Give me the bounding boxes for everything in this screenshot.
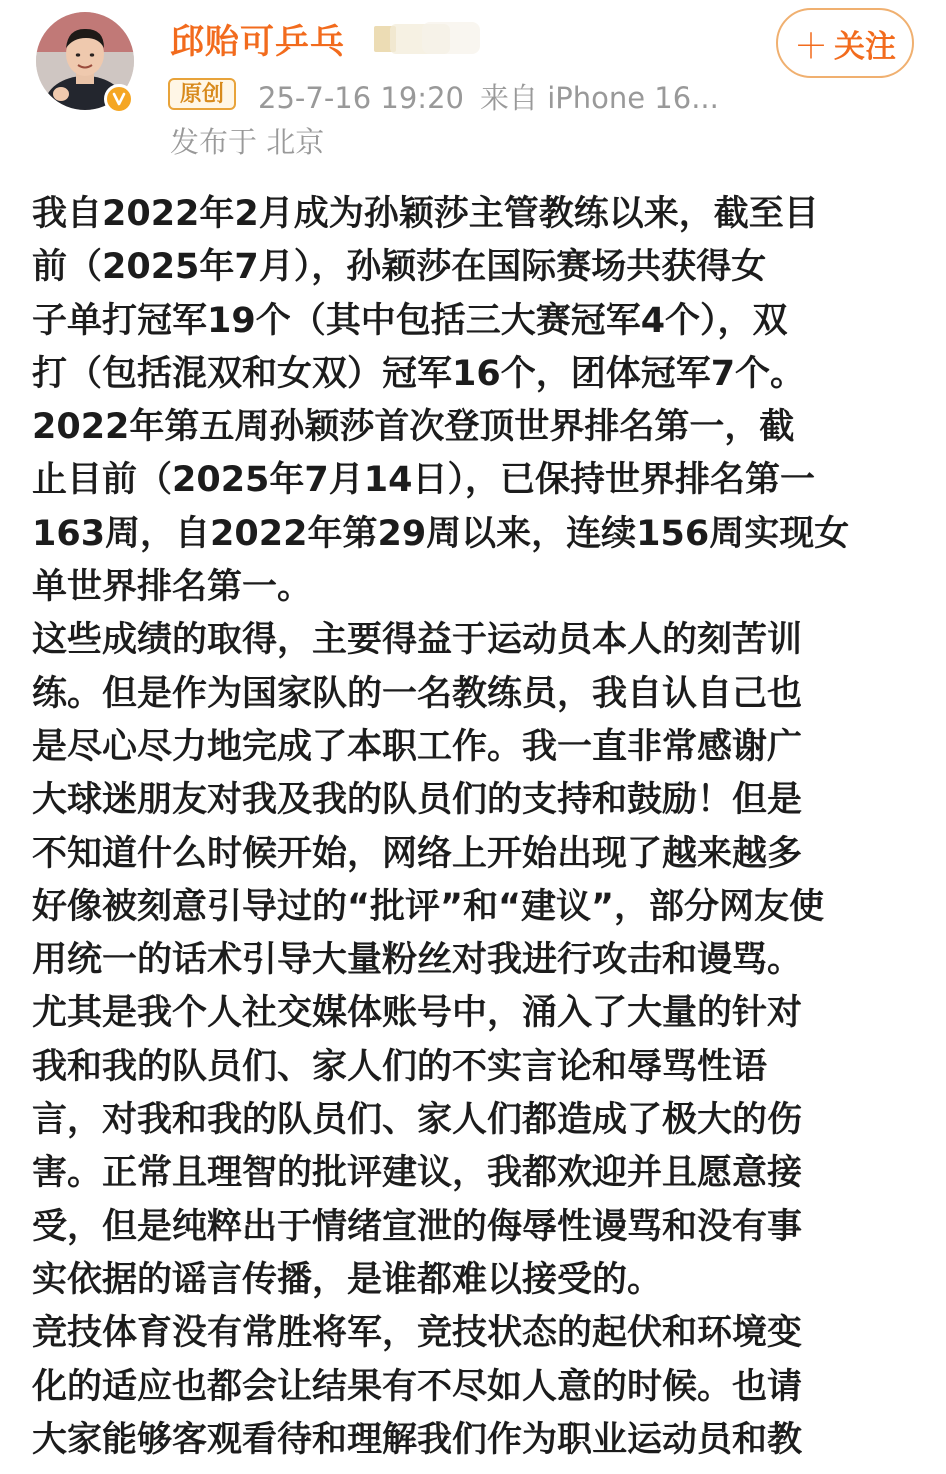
post-text-line: 大球迷朋友对我及我的队员们的支持和鼓励！但是 <box>32 780 803 821</box>
post-text-line: 练。但是作为国家队的一名教练员，我自认自己也 <box>32 673 803 714</box>
author-name[interactable]: 邱贻可乒乓 <box>170 22 345 62</box>
post-body <box>32 188 912 1467</box>
post-text-line: 单世界排名第一。 <box>32 567 313 608</box>
post-text-line: 实依据的谣言传播，是谁都难以接受的。 <box>32 1259 663 1300</box>
post-text-line: 这些成绩的取得，主要得益于运动员本人的刻苦训 <box>32 620 803 661</box>
post-text-line: 前（2025年7月），孙颖莎在国际赛场共获得女 <box>32 247 767 288</box>
post-text-line: 化的适应也都会让结果有不尽如人意的时候。也请 <box>32 1366 803 1407</box>
post-header <box>0 0 946 160</box>
post-text-line: 163周，自2022年第29周以来，连续156周实现女 <box>32 513 850 554</box>
post-text-line: 大家能够客观看待和理解我们作为职业运动员和教 <box>32 1419 803 1460</box>
post-source[interactable]: 来自 iPhone 16... <box>479 81 719 115</box>
post-text-line: 好像被刻意引导过的“批评”和“建议”，部分网友使 <box>32 886 825 927</box>
post-date: 25-7-16 19:20 <box>258 81 464 115</box>
original-badge: 原创 <box>168 78 236 110</box>
post-text-line: 子单打冠军19个（其中包括三大赛冠军4个），双 <box>32 300 788 341</box>
post-text-line: 竞技体育没有常胜将军，竞技状态的起伏和环境变 <box>32 1313 803 1354</box>
post-text-line: 用统一的话术引导大量粉丝对我进行攻击和谩骂。 <box>32 940 803 981</box>
post-text-line: 2022年第五周孙颖莎首次登顶世界排名第一，截 <box>32 407 795 448</box>
plus-icon: ＋ <box>794 26 828 67</box>
post-meta <box>258 76 735 117</box>
post-text-line: 止目前（2025年7月14日），已保持世界排名第一 <box>32 460 815 501</box>
post-text-line: 言，对我和我的队员们、家人们都造成了极大的伤 <box>32 1100 803 1141</box>
follow-label: 关注 <box>834 28 896 65</box>
post-text-line: 我和我的队员们、家人们的不实言论和辱骂性语 <box>32 1046 768 1087</box>
post-text-line: 尤其是我个人社交媒体账号中，涌入了大量的针对 <box>32 993 803 1034</box>
post-text-line: 是尽心尽力地完成了本职工作。我一直非常感谢广 <box>32 726 803 767</box>
post-location: 发布于 北京 <box>170 125 325 159</box>
post-text-line: 害。正常且理智的批评建议，我都欢迎并且愿意接 <box>32 1153 803 1194</box>
post-text-line: 不知道什么时候开始，网络上开始出现了越来越多 <box>32 833 803 874</box>
follow-button[interactable] <box>776 8 914 78</box>
verified-badge-icon <box>104 84 134 114</box>
post-text-line: 我自2022年2月成为孙颖莎主管教练以来，截至目 <box>32 194 819 234</box>
post-text-line: 受，但是纯粹出于情绪宣泄的侮辱性谩骂和没有事 <box>32 1206 803 1247</box>
user-level-tag-icon <box>372 18 482 58</box>
post-text-line: 打（包括混双和女双）冠军16个，团体冠军7个。 <box>32 353 806 394</box>
